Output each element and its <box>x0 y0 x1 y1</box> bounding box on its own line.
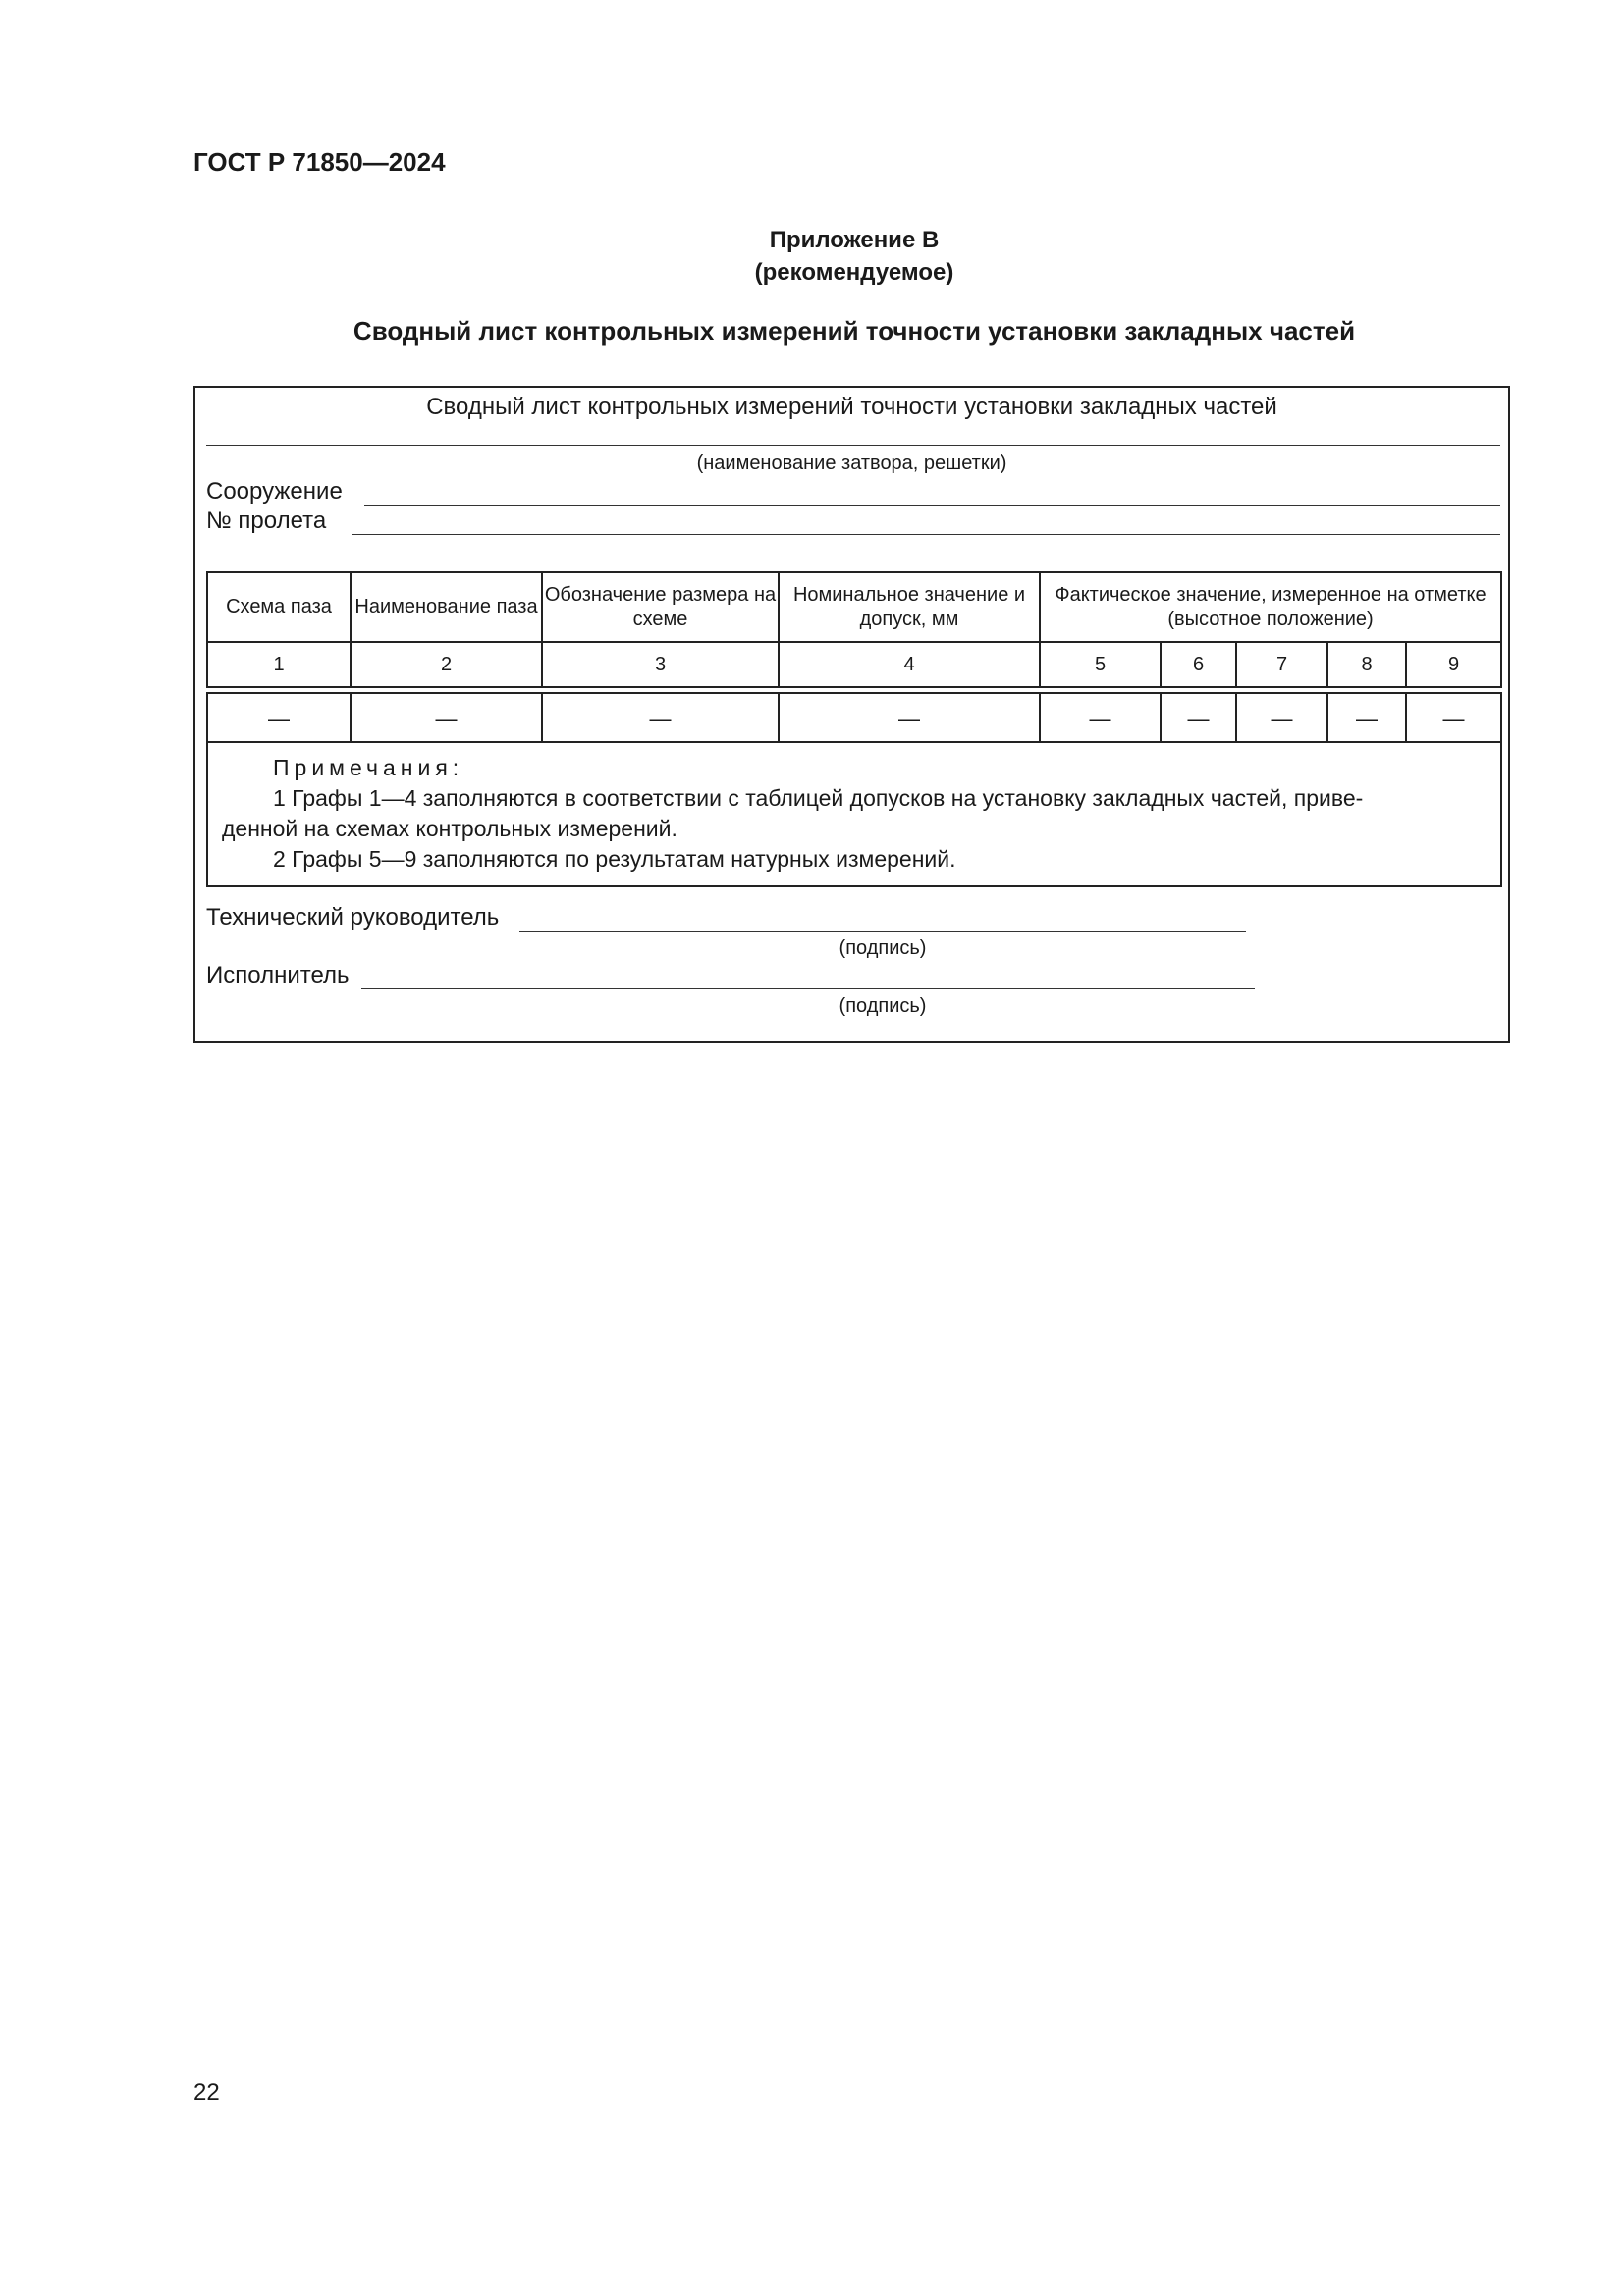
header-nominal-value: Номинальное значение и допуск, мм <box>779 572 1040 642</box>
column-number: 3 <box>542 642 779 687</box>
table-cell: — <box>1406 693 1501 742</box>
measurements-table <box>206 571 1502 887</box>
column-number: 4 <box>779 642 1040 687</box>
structure-label: Сооружение <box>206 478 343 505</box>
table-cell: — <box>1040 693 1161 742</box>
table-cell: — <box>542 693 779 742</box>
column-number: 8 <box>1327 642 1406 687</box>
structure-line <box>364 505 1500 506</box>
note-1-end: денной на схемах контрольных измерений. <box>222 816 677 841</box>
signature-caption: (подпись) <box>839 995 927 1017</box>
appendix-subtitle: (рекомендуемое) <box>754 259 954 286</box>
signature-caption: (подпись) <box>839 937 927 959</box>
column-number: 6 <box>1161 642 1236 687</box>
note-1-start: 1 Графы 1—4 заполняются в соответствии с таблицей допусков на установку закладных частей, приве- <box>273 785 1364 811</box>
table-cell: — <box>1236 693 1327 742</box>
column-number: 2 <box>351 642 542 687</box>
header-slot-name: Наименование паза <box>351 572 542 642</box>
gate-name-caption: (наименование затвора, решетки) <box>696 453 1007 474</box>
column-number: 7 <box>1236 642 1327 687</box>
table-row <box>207 693 1501 742</box>
notes-cell <box>207 742 1501 886</box>
header-size-designation: Обозначение размера на схеме <box>542 572 779 642</box>
column-number: 5 <box>1040 642 1161 687</box>
notes-row <box>207 742 1501 886</box>
column-number-row <box>207 642 1501 687</box>
form-title: Сводный лист контрольных измерений точности установки закладных частей <box>426 394 1277 420</box>
column-number: 1 <box>207 642 351 687</box>
table-cell: — <box>779 693 1040 742</box>
appendix-title: Приложение В <box>769 227 940 253</box>
tech-lead-label: Технический руководитель <box>206 904 500 931</box>
executor-signature-line <box>361 988 1255 989</box>
executor-label: Исполнитель <box>206 962 350 988</box>
table-cell: — <box>1161 693 1236 742</box>
notes-heading: Примечания: <box>273 755 464 780</box>
span-label: № пролета <box>206 507 327 534</box>
appendix-heading <box>0 224 1624 289</box>
note-2: 2 Графы 5—9 заполняются по результатам натурных измерений. <box>273 846 956 872</box>
main-title: Сводный лист контрольных измерений точности установки закладных частей <box>352 316 1356 346</box>
gate-name-line <box>206 445 1500 446</box>
span-line <box>352 534 1500 535</box>
tech-lead-signature-line <box>519 931 1246 932</box>
document-code: ГОСТ Р 71850—2024 <box>193 147 446 177</box>
table-cell: — <box>1327 693 1406 742</box>
table-header-row <box>207 572 1501 642</box>
table-cell: — <box>207 693 351 742</box>
column-number: 9 <box>1406 642 1501 687</box>
header-scheme: Схема паза <box>207 572 351 642</box>
page-number: 22 <box>193 2079 220 2106</box>
table-cell: — <box>351 693 542 742</box>
form-frame <box>193 386 1510 1043</box>
header-actual-value: Фактическое значение, измеренное на отметке (высотное положение) <box>1040 572 1501 642</box>
